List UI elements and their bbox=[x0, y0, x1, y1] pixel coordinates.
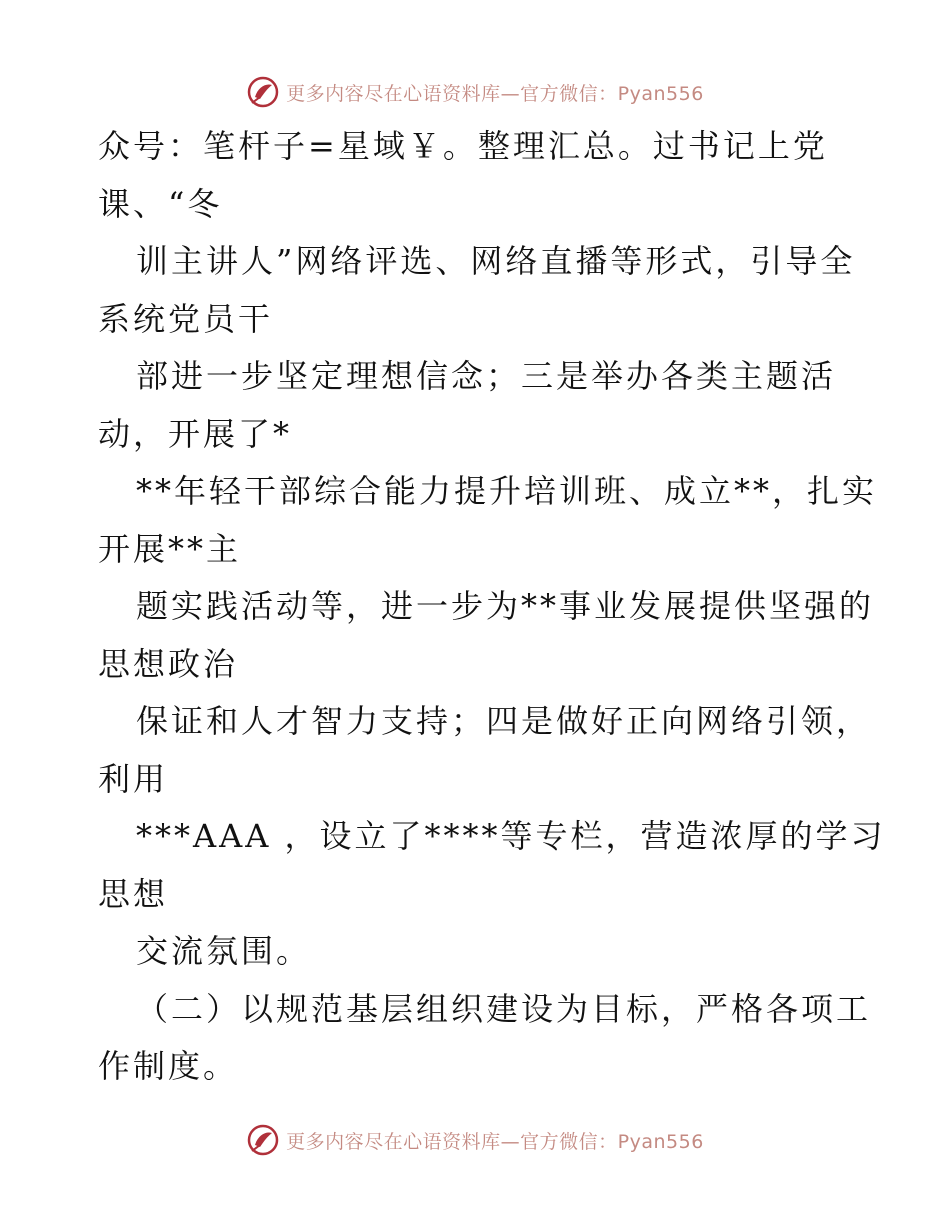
footer-watermark bbox=[0, 1120, 950, 1160]
text-line: 系统党员干 bbox=[98, 299, 274, 338]
text-line: 思想政治 bbox=[98, 644, 239, 683]
text-line: 保证和人才智力支持；四是做好正向网络引领， bbox=[136, 702, 872, 740]
text-line: 利用 bbox=[98, 759, 169, 798]
header-watermark bbox=[0, 72, 950, 112]
text-line: 众号：笔杆子=星域￥。整理汇总。过书记上党 bbox=[98, 127, 828, 165]
text-line: 训主讲人”网络评选、网络直播等形式，引导全 bbox=[136, 242, 856, 280]
seal-logo-icon bbox=[246, 1123, 280, 1157]
document-body bbox=[98, 118, 886, 1096]
text-line: 动，开展了* bbox=[98, 414, 293, 453]
text-line: 思想 bbox=[98, 874, 169, 913]
text-line: ***AAA ，设立了****等专栏，营造浓厚的学习 bbox=[136, 817, 886, 855]
text-line: 作制度。 bbox=[98, 1047, 239, 1085]
section-heading: （二）以规范基层组织建设为目标，严格各项工 bbox=[136, 989, 872, 1028]
watermark-text: 更多内容尽在心语资料库—官方微信：Pyan556 bbox=[286, 82, 704, 105]
text-line: 交流氛围。 bbox=[136, 932, 312, 970]
seal-logo-icon bbox=[246, 75, 280, 109]
text-line: 题实践活动等，进一步为**事业发展提供坚强的 bbox=[136, 587, 875, 625]
text-line: 课、“冬 bbox=[98, 184, 223, 223]
text-line: 开展**主 bbox=[98, 529, 242, 568]
watermark-text: 更多内容尽在心语资料库—官方微信：Pyan556 bbox=[286, 1130, 704, 1153]
text-line: **年轻干部综合能力提升培训班、成立**，扎实 bbox=[136, 472, 878, 510]
text-line: 部进一步坚定理想信念；三是举办各类主题活 bbox=[136, 357, 837, 395]
